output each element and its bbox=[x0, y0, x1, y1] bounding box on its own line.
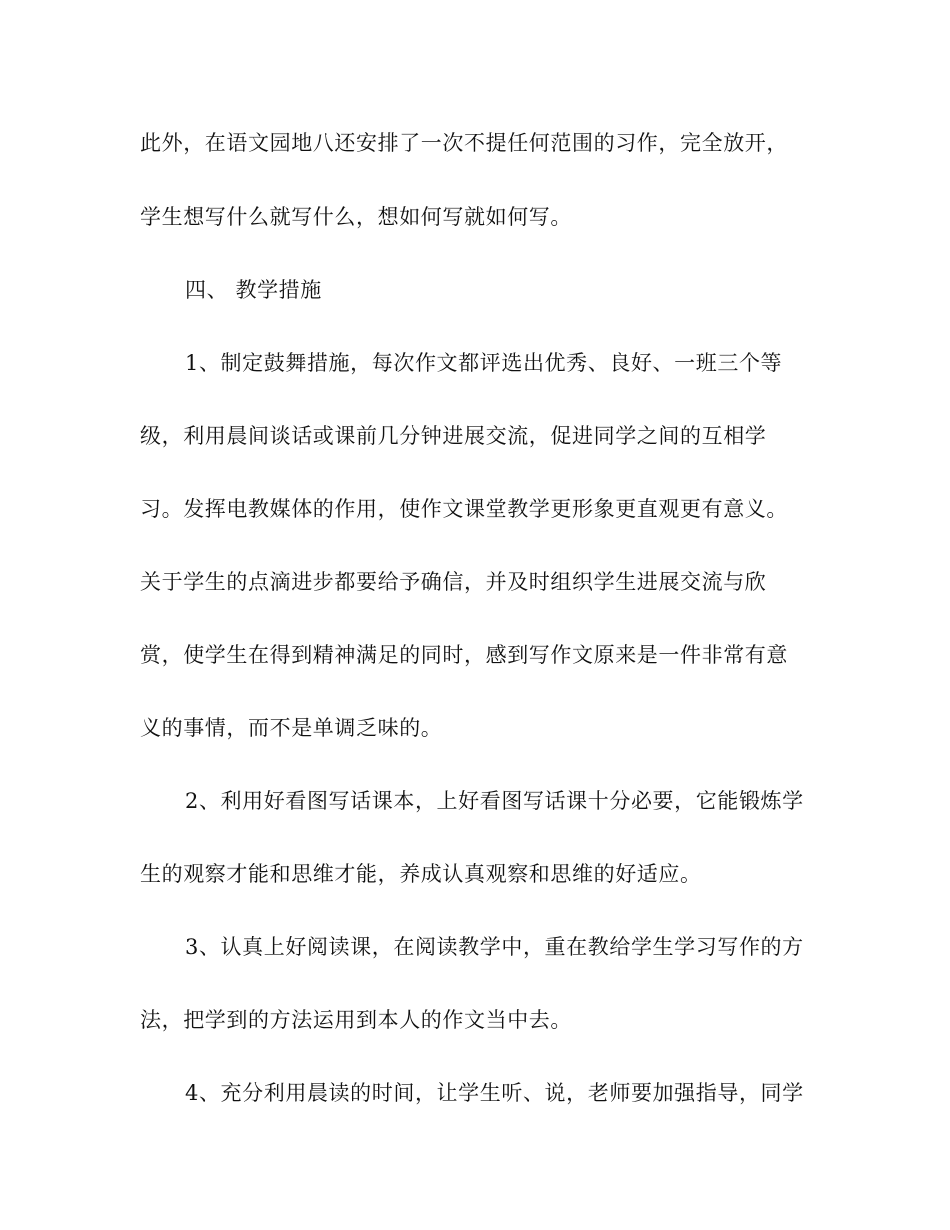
text-line-7: 关于学生的点滴进步都要给予确信，并及时组织学生进展交流与欣 bbox=[140, 570, 767, 594]
text-line-8: 赏，使学生在得到精神满足的同时，感到写作文原来是一件非常有意 bbox=[140, 643, 788, 667]
text-line-14: 4、充分利用晨读的时间，让学生听、说，老师要加强指导，同学 bbox=[185, 1081, 804, 1105]
section-heading: 四、 教学措施 bbox=[185, 278, 322, 302]
text-line-6: 习。发挥电教媒体的作用，使作文课堂教学更形象更直观更有意义。 bbox=[140, 497, 788, 521]
text-line-1: 此外，在语文园地八还安排了一次不提任何范围的习作，完全放开， bbox=[140, 131, 788, 155]
text-line-11: 生的观察才能和思维才能，养成认真观察和思维的好适应。 bbox=[140, 862, 702, 886]
text-line-2: 学生想写什么就写什么，想如何写就如何写。 bbox=[140, 205, 572, 229]
text-line-12: 3、认真上好阅读课，在阅读教学中，重在教给学生学习写作的方 bbox=[185, 935, 804, 959]
text-line-13: 法，把学到的方法运用到本人的作文当中去。 bbox=[140, 1008, 572, 1032]
text-line-5: 级，利用晨间谈话或课前几分钟进展交流，促进同学之间的互相学 bbox=[140, 424, 767, 448]
text-line-4: 1、制定鼓舞措施，每次作文都评选出优秀、良好、一班三个等 bbox=[185, 351, 783, 375]
text-line-9: 义的事情，而不是单调乏味的。 bbox=[140, 716, 443, 740]
text-line-10: 2、利用好看图写话课本，上好看图写话课十分必要，它能锻炼学 bbox=[185, 789, 804, 813]
